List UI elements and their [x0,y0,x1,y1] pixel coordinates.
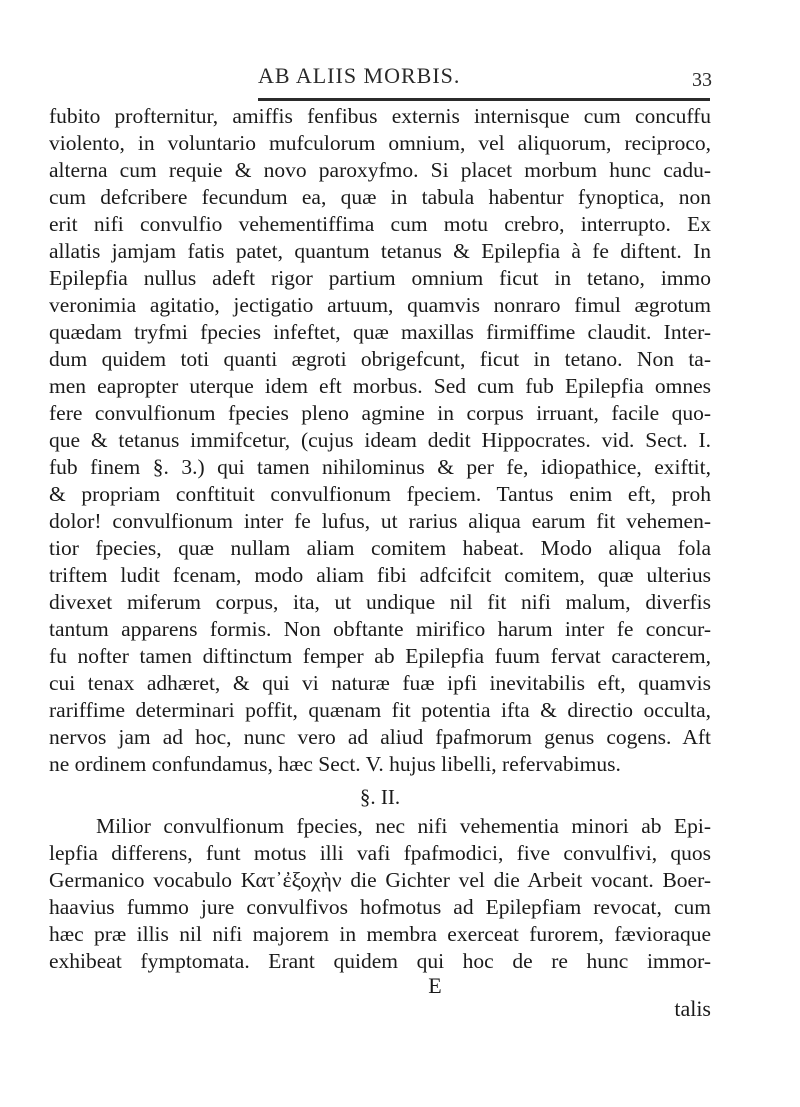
text-line: haavius fummo jure convulfivos hofmotus ad Epilepfiam revocat, cum [49,895,711,919]
text-line: que & tetanus immifcetur, (cujus ideam dedit Hippocrates. vid. Sect. I. [49,428,711,452]
text-line: & propriam conftituit convulfionum fpeciem. Tantus enim eft, proh [49,482,711,506]
text-line: tantum apparens formis. Non obftante mirifico harum inter fe concur- [49,617,711,641]
text-line: fere convulfionum fpecies pleno agmine in corpus irruant, facile quo- [49,401,711,425]
text-line: rariffime determinari poffit, quænam fit potentia ifta & directio occulta, [49,698,711,722]
text-line: men eapropter uterque idem eft morbus. Sed cum fub Epilepfia omnes [49,374,711,398]
page-number: 33 [692,69,712,91]
text-line: fubito profternitur, amiffis fenfibus externis internisque cum concuffu [49,104,711,128]
text-line: Germanico vocabulo Κατ᾽ἐξοχὴν die Gichter vel die Arbeit vocant. Boer- [49,868,711,892]
text-line: veronimia agitatio, jectigatio artuum, quamvis nonraro fimul ægrotum [49,293,711,317]
text-line: dum quidem toti quanti ægroti obrigefcunt, ficut in tetano. Non ta- [49,347,711,371]
text-line: fu nofter tamen diftinctum femper ab Epilepfia fuum fervat caracterem, [49,644,711,668]
text-line: divexet miferum corpus, ita, ut undique nil fit nifi malum, diverfis [49,590,711,614]
signature-line [49,975,711,996]
catchword-line [49,996,711,1022]
paragraph-2 [49,813,711,975]
section-heading: §. II. [359,785,401,809]
text-line: cum defcribere fecundum ea, quæ in tabula habentur fynoptica, non [49,185,711,209]
text-line: hæc præ illis nil nifi majorem in membra exerceat furorem, fævioraque [49,922,711,946]
running-head: AB ALIIS MORBIS. [258,63,461,88]
header-rule [258,98,710,101]
text-line: Milior convulfionum fpecies, nec nifi vehementia minori ab Epi- [96,814,711,838]
text-line: violento, in voluntario mufculorum omnium, vel aliquorum, reciproco, [49,131,711,155]
catchword: talis [674,996,711,1021]
text-line: cui tenax adhæret, & qui vi naturæ fuæ ipfi inevitabilis eft, quamvis [49,671,711,695]
text-line: ne ordinem confundamus, hæc Sect. V. hujus libelli, refervabimus. [49,752,621,776]
text-line: alterna cum requie & novo paroxyfmo. Si placet morbum hunc cadu- [49,158,711,182]
text-line: erit nifi convulfio vehementiffima cum motu crebro, interrupto. Ex [49,212,711,236]
text-line: allatis jamjam fatis patet, quantum tetanus & Epilepfia à fe diftent. In [49,239,711,263]
text-line: lepfia differens, funt motus illi vafi fpafmodici, five convulfivi, quos [49,841,711,865]
text-line: tior fpecies, quæ nullam aliam comitem habeat. Modo aliqua fola [49,536,711,560]
signature-mark: E [428,973,442,998]
page-header [258,50,728,90]
text-line: triftem ludit fcenam, modo aliam fibi adfcifcit comitem, quæ ulterius [49,563,711,587]
text-line: dolor! convulfionum inter fe lufus, ut rarius aliqua earum fit vehemen- [49,509,711,533]
body-text [49,103,711,1022]
text-line: Epilepfia nullus adeft rigor partium omnium ficut in tetano, immo [49,266,711,290]
paragraph-1 [49,103,711,778]
text-line: exhibeat fymptomata. Erant quidem qui hoc de re hunc immor- [49,949,711,973]
text-line: nervos jam ad hoc, nunc vero ad aliud fpafmorum genus cogens. Aft [49,725,711,749]
text-line: fub finem §. 3.) qui tamen nihilominus & per fe, idiopathice, exiftit, [49,455,711,479]
text-line: quædam tryfmi fpecies infeftet, quæ maxillas firmiffime claudit. Inter- [49,320,711,344]
